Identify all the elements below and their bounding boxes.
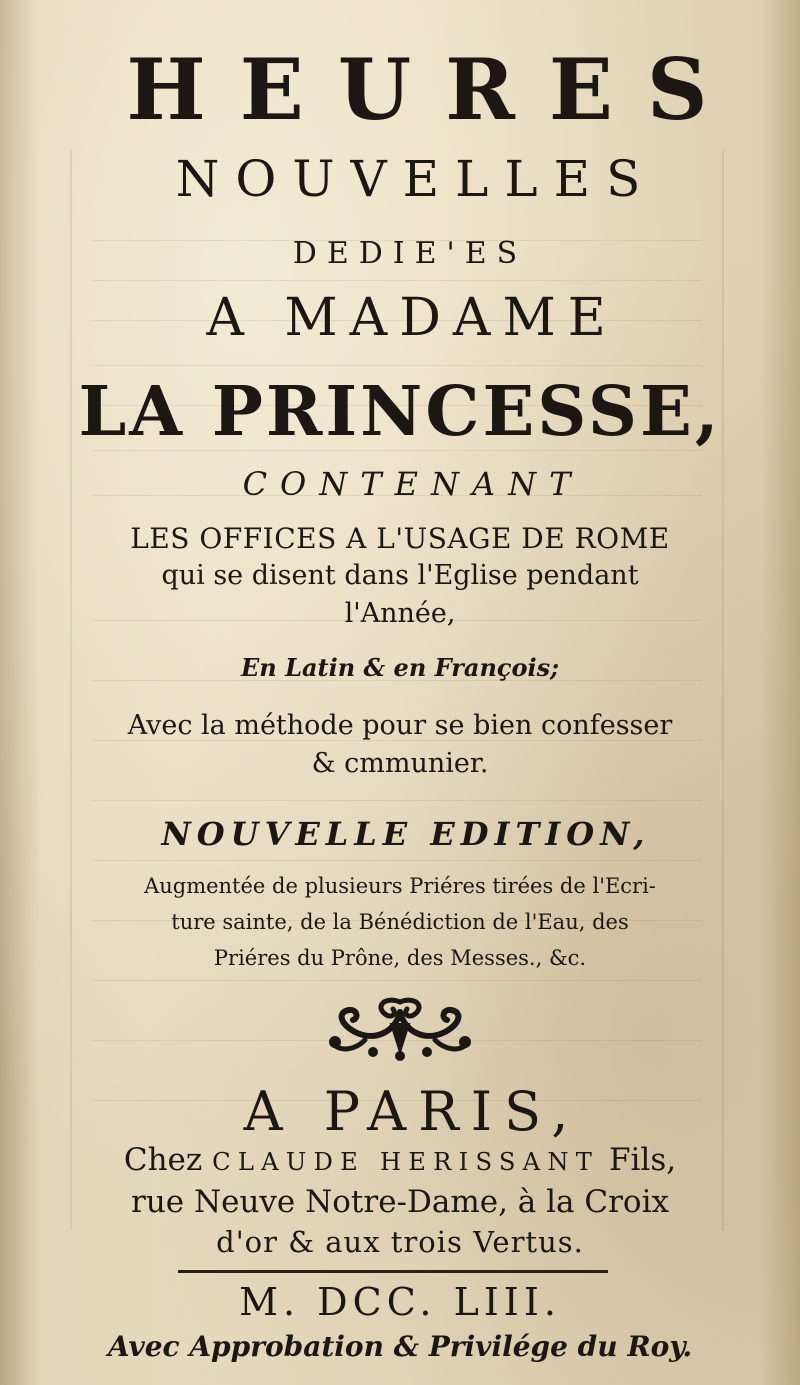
- title-heures: HEURES: [126, 40, 742, 139]
- imprint-address-2: d'or & aux trois Vertus.: [216, 1225, 584, 1259]
- edition-line-2: ture sainte, de la Bénédiction de l'Eau, des: [171, 910, 629, 934]
- contents-qui-line: qui se disent dans l'Eglise pendant: [161, 560, 639, 591]
- imprint-printer-suffix: Fils,: [599, 1142, 677, 1178]
- edition-line-1: Augmentée de plusieurs Priéres tirées de l'Ecri-: [144, 874, 656, 898]
- contents-offices-line: LES OFFICES A L'USAGE DE ROME: [130, 522, 670, 555]
- imprint-city: A PARIS,: [243, 1080, 581, 1143]
- imprint-printer-name: CLAUDE HERISSANT: [212, 1148, 600, 1176]
- contents-method-line: Avec la méthode pour se bien confesser: [127, 710, 673, 741]
- contents-annee-line: l'Année,: [344, 598, 456, 629]
- fleuron-ornament-icon: [325, 992, 475, 1064]
- edition-line-3: Priéres du Prône, des Messes., &c.: [213, 946, 587, 970]
- imprint-year: M. DCC. LIII.: [239, 1280, 561, 1324]
- imprint-address-1: rue Neuve Notre-Dame, à la Croix: [131, 1184, 669, 1220]
- edition-heading: NOUVELLE EDITION,: [161, 815, 651, 853]
- imprint-printer: [0, 1142, 800, 1178]
- contents-languages: En Latin & en François;: [241, 653, 559, 682]
- contents-heading: CONTENANT: [242, 465, 584, 503]
- title-dediees: DEDIE'ES: [292, 236, 528, 271]
- contents-communier-line: & cmmunier.: [311, 748, 489, 779]
- divider-rule: [178, 1270, 608, 1273]
- title-la-princesse: LA PRINCESSE,: [78, 372, 722, 452]
- title-nouvelles: NOUVELLES: [175, 150, 657, 208]
- imprint-approval: Avec Approbation & Privilége du Roy.: [107, 1330, 693, 1363]
- imprint-printer-prefix: Chez: [123, 1142, 213, 1178]
- title-a-madame: A MADAME: [206, 288, 618, 348]
